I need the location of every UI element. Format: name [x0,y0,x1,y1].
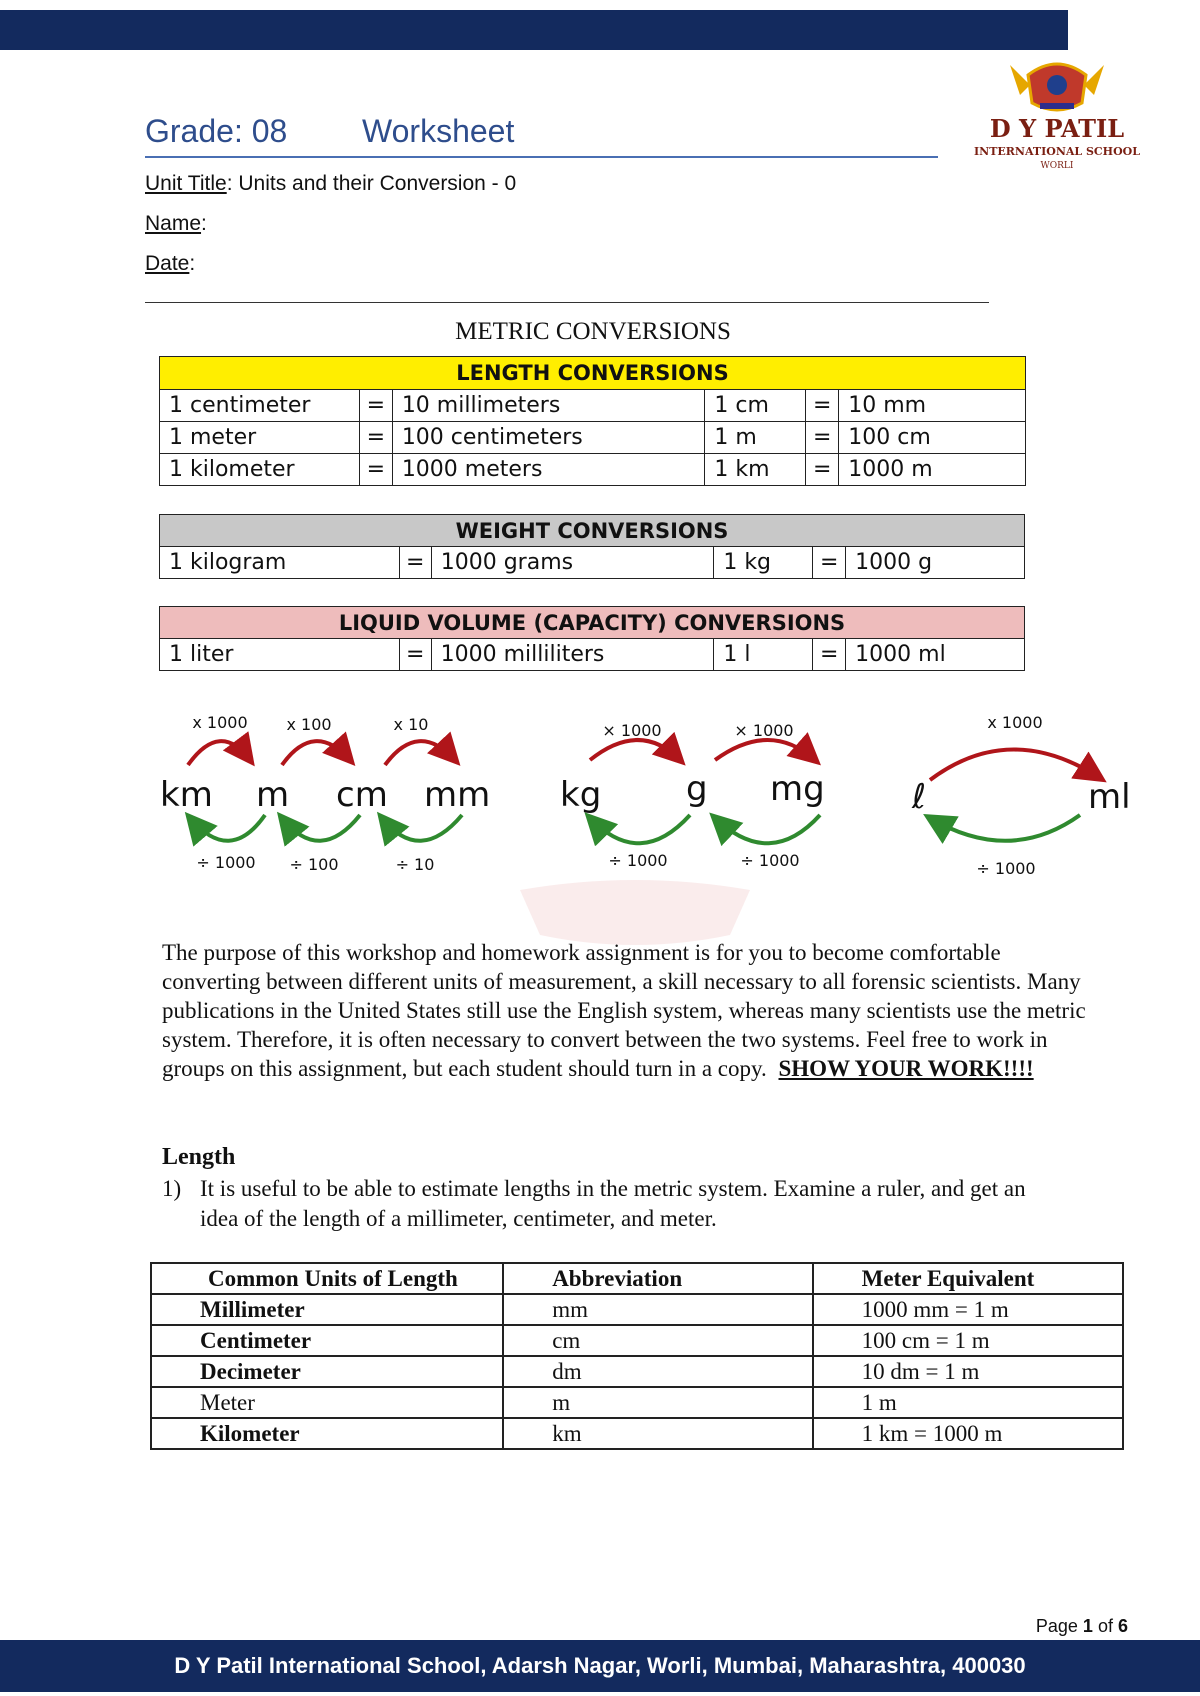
arrow-cm-m [282,815,360,841]
weight-cell: 1 kilogram [160,547,400,579]
length-table-header: LENGTH CONVERSIONS [160,357,1026,390]
liquid-cell: = [399,639,431,671]
arrow-l-ml [930,749,1100,780]
unit-km: km [160,775,213,815]
school-logo [970,55,1145,175]
table-cell: Centimeter [151,1325,503,1356]
div-label-mm-cm: ÷ 10 [395,855,435,874]
table-cell: Decimeter [151,1356,503,1387]
div-label-m-km: ÷ 1000 [196,853,256,872]
mult-label-kg-g: × 1000 [602,721,662,740]
mult-label-g-mg: × 1000 [734,721,794,740]
table-row [151,1325,1123,1356]
question-1 [162,1174,1062,1234]
page-label: Page [1035,1616,1078,1636]
table-cell: 1000 mm = 1 m [813,1294,1123,1325]
title-underline [145,156,938,158]
length-cell: = [806,454,839,486]
div-label-cm-m: ÷ 100 [289,855,339,874]
arrow-mm-cm [382,815,462,841]
mult-label-km-m: x 1000 [192,713,248,732]
weight-cell: = [813,547,846,579]
unit-mm: mm [424,775,491,815]
units-col-header: Common Units of Length [151,1263,503,1294]
length-cell: 10 millimeters [392,390,705,422]
name-line [145,212,207,236]
arrow-cm-mm [385,741,455,765]
length-cell: 100 cm [839,422,1026,454]
page-of: of [1097,1616,1113,1636]
length-row [160,422,1026,454]
mult-label-l-ml: x 1000 [987,713,1043,732]
arrow-kg-g [590,740,680,760]
table-cell: Kilometer [151,1418,503,1449]
length-cell: = [806,422,839,454]
liquid-cell: 1 l [714,639,813,671]
arrow-ml-l [930,815,1080,841]
common-units-table [150,1262,1124,1450]
length-cell: 10 mm [839,390,1026,422]
unit-title-value: : Units and their Conversion - 0 [226,172,517,195]
table-cell: Meter [151,1387,503,1418]
table-cell: 10 dm = 1 m [813,1356,1123,1387]
page-number [1036,1616,1128,1637]
header-divider [145,302,989,303]
length-cell: 1 centimeter [160,390,360,422]
length-cell: = [359,390,392,422]
weight-row [160,547,1025,579]
table-cell: 1 km = 1000 m [813,1418,1123,1449]
mult-label-m-cm: x 100 [286,715,332,734]
unit-mg: mg [770,769,825,809]
unit-title-line [145,172,516,196]
length-cell: 100 centimeters [392,422,705,454]
conversion-diagrams [0,700,1200,880]
weight-cell: 1000 g [846,547,1025,579]
svg-text:D Y PATIL: D Y PATIL [989,114,1125,143]
table-cell: Millimeter [151,1294,503,1325]
div-label-ml-l: ÷ 1000 [976,859,1036,878]
length-row [160,390,1026,422]
question-1-text: It is useful to be able to estimate lengths in the metric system. Examine a ruler, and get an idea of the length of a millimeter, centimeter, and meter. [200,1176,1026,1231]
date-line [145,252,195,276]
show-work-emphasis: SHOW YOUR WORK!!!! [778,1056,1034,1081]
length-cell: = [359,422,392,454]
table-cell: cm [503,1325,812,1356]
weight-conversions-table [159,514,1025,579]
table-row [151,1387,1123,1418]
unit-m: m [256,775,290,815]
liquid-cell: = [813,639,846,671]
name-colon: : [201,212,207,235]
length-cell: 1000 m [839,454,1026,486]
div-label-mg-g: ÷ 1000 [740,851,800,870]
arrow-g-kg [590,815,690,843]
unit-title-label: Unit Title [145,172,227,195]
name-label: Name [145,212,202,235]
unit-ml: ml [1088,777,1131,817]
liquid-cell: 1000 ml [846,639,1025,671]
grade-label: Grade: 08 [145,113,288,149]
date-label: Date [145,252,190,275]
weight-cell: 1000 grams [431,547,714,579]
length-conversions-table [159,356,1026,486]
top-banner [0,10,1068,50]
arrow-km-m [188,741,250,765]
page-current: 1 [1082,1616,1093,1636]
table-cell: 100 cm = 1 m [813,1325,1123,1356]
arrow-mg-g [715,815,820,843]
length-cell: 1 meter [160,422,360,454]
table-cell: dm [503,1356,812,1387]
weight-table-header: WEIGHT CONVERSIONS [160,515,1025,547]
unit-kg: kg [560,775,602,815]
table-row [151,1356,1123,1387]
liquid-row [160,639,1025,671]
length-cell: 1000 meters [392,454,705,486]
liquid-cell: 1 liter [160,639,400,671]
length-cell: = [806,390,839,422]
liquid-table-header: LIQUID VOLUME (CAPACITY) CONVERSIONS [160,607,1025,639]
liquid-conversions-table [159,606,1025,671]
worksheet-title: Worksheet [362,113,515,149]
unit-g: g [686,769,708,809]
table-row [151,1294,1123,1325]
arrow-m-cm [282,741,350,765]
footer-address: D Y Patil International School, Adarsh Nagar, Worli, Mumbai, Maharashtra, 400030 [174,1653,1026,1678]
table-row [151,1418,1123,1449]
length-cell: = [359,454,392,486]
table-cell: mm [503,1294,812,1325]
date-colon: : [189,252,196,275]
page-total: 6 [1117,1616,1128,1636]
length-row [160,454,1026,486]
svg-text:WORLI: WORLI [1040,161,1074,171]
abbrev-col-header: Abbreviation [503,1263,812,1294]
arrow-g-mg [715,740,815,760]
question-1-number: 1) [162,1176,182,1201]
mult-label-cm-mm: x 10 [393,715,429,734]
metric-conversions-title: METRIC CONVERSIONS [455,318,731,345]
svg-text:INTERNATIONAL SCHOOL: INTERNATIONAL SCHOOL [974,145,1140,158]
length-cell: 1 cm [705,390,806,422]
unit-cm: cm [336,775,388,815]
liquid-cell: 1000 milliliters [431,639,714,671]
weight-cell: 1 kg [714,547,813,579]
weight-cell: = [399,547,431,579]
length-cell: 1 m [705,422,806,454]
table-cell: m [503,1387,812,1418]
length-cell: 1 kilometer [160,454,360,486]
meter-equiv-col-header: Meter Equivalent [813,1263,1123,1294]
length-cell: 1 km [705,454,806,486]
purpose-text: The purpose of this workshop and homework assignment is for you to become comfortable converting between different units of measurement, a skill necessary to all forensic scientists. Many publications in the United States still use the English system, whereas many scientists use the metric system. Therefore, it is often necessary to convert between the two systems. Feel free to work in groups on this assignment, but each student should turn in a copy. [162,940,1086,1081]
footer-banner [0,1640,1200,1692]
length-heading: Length [162,1144,236,1170]
unit-liter: ℓ [912,777,927,817]
table-cell: km [503,1418,812,1449]
purpose-paragraph [162,938,1102,1083]
arrow-m-km [190,815,265,841]
div-label-g-kg: ÷ 1000 [608,851,668,870]
table-cell: 1 m [813,1387,1123,1418]
